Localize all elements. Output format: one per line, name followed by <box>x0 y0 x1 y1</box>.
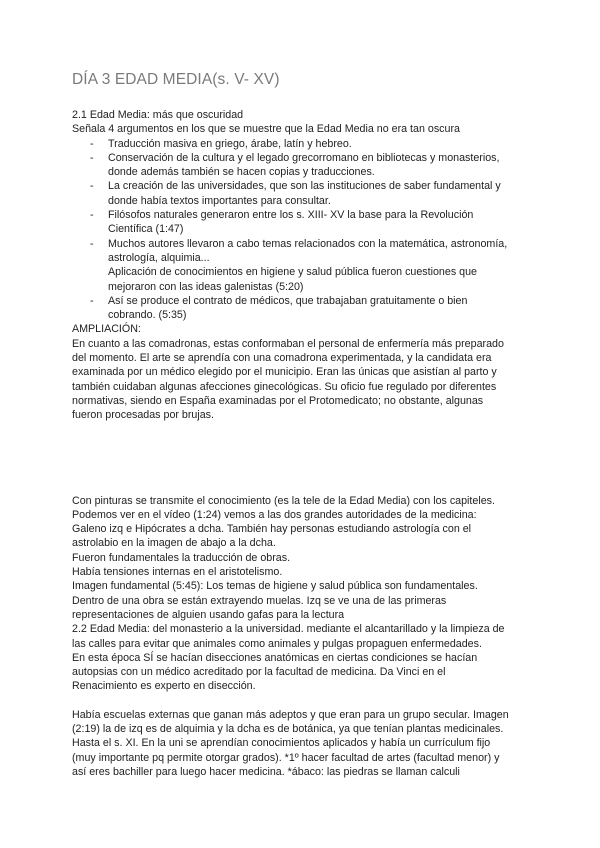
text-line: Con pinturas se transmite el conocimiento (es la tele de la Edad Media) con los capiteles. <box>72 494 495 507</box>
bullet-line: cobrando. (5:35) <box>108 309 187 322</box>
text-line: también cuidaban algunas afecciones ginecológicas. Su oficio fue regulado por diferentes <box>72 380 497 393</box>
text-line: así eres bachiller para luego hacer medicina. *ábaco: las piedras se llaman calculi <box>72 765 460 778</box>
bullet-line: - La creación de las universidades, que son las instituciones de saber fundamental y <box>108 180 501 193</box>
text-line: Podemos ver en el vídeo (1:24) vemos a las dos grandes autoridades de la medicina: <box>72 508 477 521</box>
section-heading: 2.1 Edad Media: más que oscuridad <box>72 109 244 121</box>
text-line: Hasta el s. XI. En la uni se aprendían conocimientos aplicados y había un currículum fijo <box>72 737 491 750</box>
text-line: las calles para evitar que animales como animales y pulgas propaguen enfermedades. <box>72 637 482 650</box>
spacer <box>72 694 532 708</box>
bullet-item <box>72 237 532 266</box>
text-line: del momento. El arte se aprendía con una comadrona experimentada, y la candidata era <box>72 352 492 365</box>
text-line: representaciones de alguien usando gafas para la lectura <box>72 608 345 621</box>
text-line: fueron procesadas por brujas. <box>72 409 214 422</box>
bullet-line: donde había textos importantes para consultar. <box>108 194 331 207</box>
spacer <box>72 423 532 494</box>
bullet-line: mejoraron con las ideas galenistas (5:20) <box>108 280 304 293</box>
text-line: Galeno izq e Hipócrates a dcha. También hay personas estudiando astrología con el <box>72 523 472 536</box>
text-line: astrolabio en la imagen de abajo a la dcha. <box>72 537 276 550</box>
ampliacion-paragraph <box>72 337 532 423</box>
bullet-line: Aplicación de conocimientos en higiene y salud pública fueron cuestiones que <box>108 266 477 279</box>
notes-block <box>72 494 532 694</box>
text-line: (muy importante pq permite otorgar grados). *1º hacer facultad de artes (facultad menor) y <box>72 751 500 764</box>
text-line: Imagen fundamental (5:45): Los temas de higiene y salud pública son fundamentales. <box>72 580 478 593</box>
text-line: 2.2 Edad Media: del monasterio a la universidad. mediante el alcantarillado y la limpieza de <box>72 623 505 636</box>
text-line: En cuanto a las comadronas, estas conformaban el personal de enfermería más preparado <box>72 337 504 350</box>
text-line: Dentro de una obra se están extrayendo muelas. Izq se ve una de las primeras <box>72 594 447 607</box>
text-line: Renacimiento es experto en disección. <box>72 680 256 693</box>
text-line: En esta época SÍ se hacían disecciones anatómicas en ciertas condiciones se hacían <box>72 651 478 664</box>
text-line: Había tensiones internas en el aristotelismo. <box>72 566 283 579</box>
bullet-line: - Conservación de la cultura y el legado grecorromano en bibliotecas y monasterios, <box>108 151 500 164</box>
text-line: (2:19) la de izq es de alquimia y la dcha es de botánica, ya que tenían plantas medicinales. <box>72 722 504 735</box>
bullet-line: astrología, alquimia... <box>108 251 210 264</box>
bullet-line: - Muchos autores llevaron a cabo temas relacionados con la matemática, astronomía, <box>108 237 508 250</box>
notes-block <box>72 708 532 779</box>
bullet-line: Científica (1:47) <box>108 223 184 236</box>
text-line: examinada por un médico elegido por el municipio. Eran las únicas que asistían al parto y <box>72 366 497 379</box>
bullet-line: - Traducción masiva en griego, árabe, latín y hebreo. <box>108 137 352 150</box>
text-line: Había escuelas externas que ganan más adeptos y que eran para un grupo secular. Imagen <box>72 708 509 721</box>
bullet-item <box>72 151 532 180</box>
section-prompt: Señala 4 argumentos en los que se muestre que la Edad Media no era tan oscura <box>72 123 460 136</box>
text-line: autopsias con un médico acreditado por la facultad de medicina. Da Vinci en el <box>72 666 446 679</box>
ampliacion-heading: AMPLIACIÓN: <box>72 323 141 336</box>
bullet-item <box>72 294 532 323</box>
bullet-line: - Filósofos naturales generaron entre los s. XIII- XV la base para la Revolución <box>108 209 474 222</box>
bullet-item <box>72 137 532 151</box>
document-body <box>72 108 532 779</box>
text-line: Fueron fundamentales la traducción de obras. <box>72 551 291 564</box>
bullet-item <box>72 208 532 237</box>
bullet-line: - Así se produce el contrato de médicos, que trabajaban gratuitamente o bien <box>108 294 468 307</box>
bullet-item <box>72 179 532 208</box>
bullet-line: donde además también se hacen copias y traducciones. <box>108 166 375 179</box>
bullet-continuation <box>72 265 532 294</box>
text-line: normativas, siendo en España examinadas por el Protomedicato; no obstante, algunas <box>72 394 484 407</box>
page-title: DÍA 3 EDAD MEDIA(s. V- XV) <box>72 71 280 88</box>
